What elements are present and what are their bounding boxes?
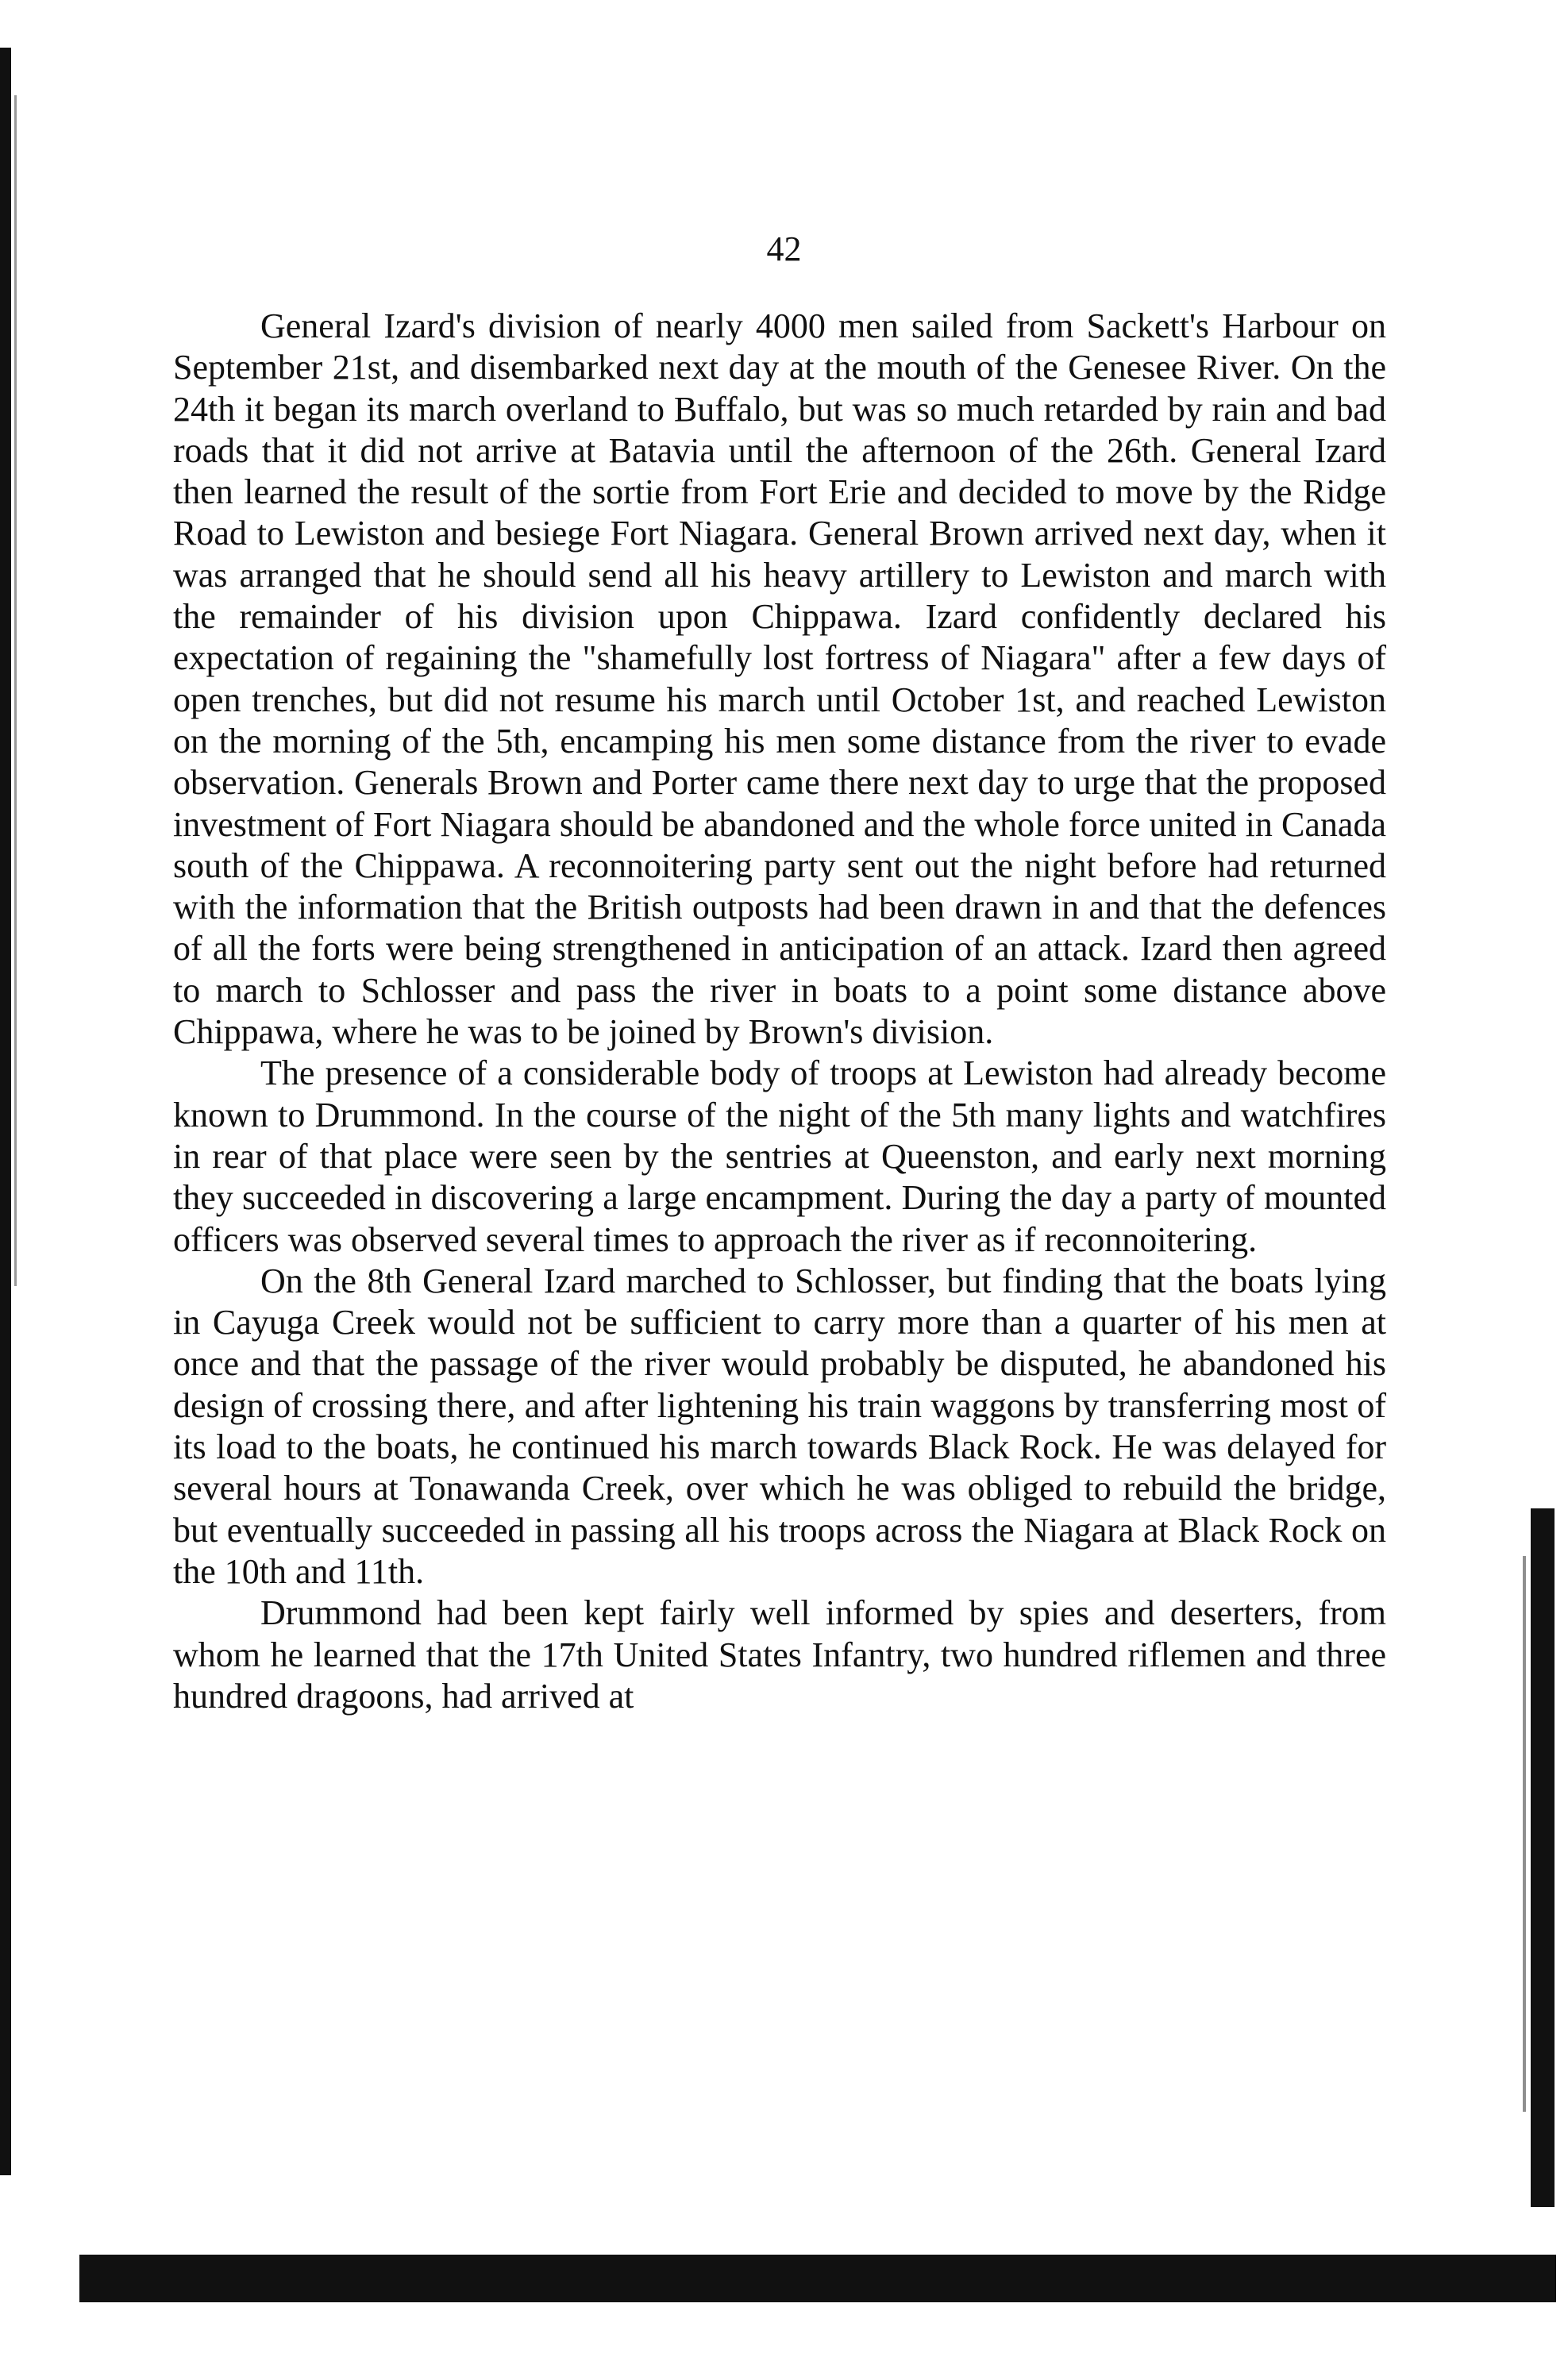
body-text <box>173 306 1386 1717</box>
scan-border-left-faint <box>14 95 17 1286</box>
paragraph-3: On the 8th General Izard marched to Schlosser, but finding that the boats lying in Cayuga Creek would not be sufficient to carry more than a quarter of his men at once and that the passage of the river would probably be disputed, he abandoned his design of crossing there, and after lightening his train waggons by transferring most of its load to the boats, he continued his march towards Black Rock. He was delayed for several hours at Tonawanda Creek, over which he was obliged to rebuild the bridge, but eventually succeeded in passing all his troops across the Niagara at Black Rock on the 10th and 11th. <box>173 1261 1386 1591</box>
scan-border-bottom <box>79 2255 1556 2302</box>
scan-border-left <box>0 48 11 2175</box>
paragraph-1: General Izard's division of nearly 4000 men sailed from Sackett's Harbour on September 21st, and disembarked next day at the mouth of the Genesee River. On the 24th it began its march overland to Buffalo, but was so much retarded by rain and bad roads that it did not arrive at Batavia until the afternoon of the 26th. General Izard then learned the result of the sortie from Fort Erie and decided to move by the Ridge Road to Lewiston and besiege Fort Niagara. General Brown arrived next day, when it was arranged that he should send all his heavy artillery to Lewiston and march with the remainder of his division upon Chippawa. Izard confidently declared his expectation of regaining the "shamefully lost fortress of Niagara" after a few days of open trenches, but did not resume his march until October 1st, and reached Lewiston on the morning of the 5th, encamping his men some distance from the river to evade observation. Generals Brown and Porter came there next day to urge that the proposed investment of Fort Niagara should be abandoned and the whole force united in Canada south of the Chippawa. A reconnoitering party sent out the night before had returned with the information that the British outposts had been drawn in and that the defences of all the forts were being strengthened in anticipation of an attack. Izard then agreed to march to Schlosser and pass the river in boats to a point some distance above Chippawa, where he was to be joined by Brown's division. <box>173 306 1386 1052</box>
paragraph-2: The presence of a considerable body of troops at Lewiston had already become known to Drummond. In the course of the night of the 5th many lights and watchfires in rear of that place were seen by the sentries at Queenston, and early next morning they succeeded in discovering a large encampment. During the day a party of mounted officers was observed several times to approach the river as if reconnoitering. <box>173 1053 1386 1259</box>
page-number: 42 <box>766 229 802 268</box>
scan-border-right-faint <box>1523 1556 1526 2112</box>
scan-border-right <box>1531 1508 1555 2207</box>
paragraph-4: Drummond had been kept fairly well informed by spies and deserters, from whom he learned that the 17th United States Infantry, two hundred riflemen and three hundred dragoons, had arrived at <box>173 1593 1386 1716</box>
